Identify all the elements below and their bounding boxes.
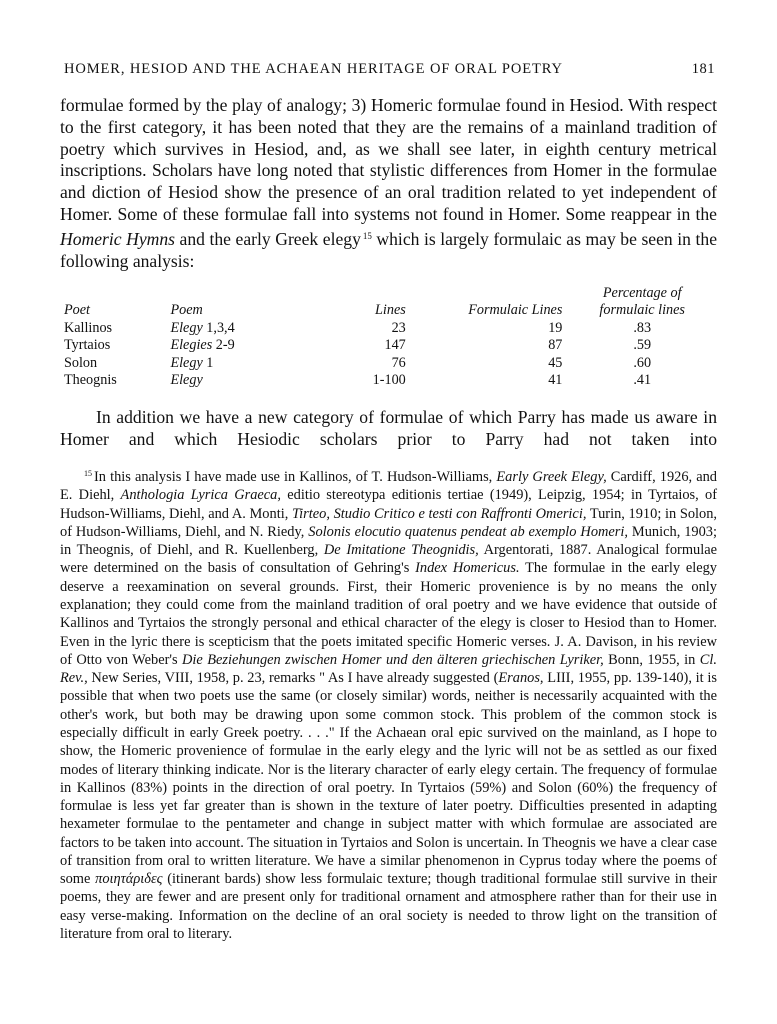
footnote-15: [60, 465, 717, 943]
poem-number: 2-9: [215, 337, 235, 354]
table-row: [58, 320, 716, 337]
header-percentage-bottom: formulaic lines: [599, 302, 685, 319]
footnote-number: 15: [84, 469, 92, 478]
cell-formulaic: 45: [548, 354, 563, 371]
cell-lines: 1-100: [372, 372, 406, 389]
cell-lines: 76: [391, 354, 406, 371]
header-lines: Lines: [375, 302, 406, 319]
para1-italic-homeric-hymns: Homeric Hymns: [60, 228, 175, 249]
fn-text: (itinerant bards) show less formulaic texture; though traditional formulae still survive in their poems, they are fewer and are present only for traditional ornament and atmosphere rather than for their use in easy verse-making. Information on the decline of an oral society is needed to throw light on the transition of literature from oral to literary.: [60, 871, 717, 943]
fn-text: Turin, 1910; in Solon, of Hudson-Williams, Diehl, and N. Riedy,: [60, 505, 718, 540]
poem-name: Elegy: [170, 372, 203, 389]
cell-percentage: .41: [633, 372, 652, 389]
poem-number: 1: [206, 354, 214, 371]
fn-text: In this analysis I have made use in Kallinos, of T. Hudson-Williams,: [94, 469, 497, 485]
fn-italic: Eranos,: [498, 670, 544, 687]
header-poem: Poem: [170, 302, 203, 319]
fn-text: New Series, VIII, 1958, p. 23, remarks " As I have already suggested (: [87, 670, 499, 687]
body-paragraph-2: In addition we have a new category of formulae of which Parry has made us aware in Homer and which Hesiodic scholars prior to Parry had not taken into: [60, 407, 717, 449]
cell-poem: [170, 372, 298, 389]
cell-percentage: .60: [633, 354, 652, 371]
fn-text: Cardiff, 1926, and E. Diehl,: [60, 469, 717, 504]
table-row: [58, 355, 716, 372]
poem-number: 1,3,4: [206, 319, 235, 336]
fn-text: Munich, 1903; in Theognis, of Diehl, and R. Kuellenberg,: [60, 523, 718, 559]
fn-text: editio stereotypa editionis tertiae (1949), Leipzig, 1954; in Tyrtaios, of Hudson-Williams, Diehl, and A. Monti,: [60, 487, 717, 522]
table-header-row-top: [58, 285, 716, 302]
cell-poem: [170, 320, 298, 337]
fn-text: The formulae in the early elegy deserve a reexamination on several grounds. First, their Homeric provenience is by no means the only explanation; they could come from the mainland tradition of oral poetry and we have evidence that outside of Kallinos and Tyrtaios the strongly personal and ethical character of the elegy is closer to Hesiod than to Homer. Even in the lyric there is scepticism that the poets imitated specific Homeric verses. J. A. Davison, in his review of Otto von Weber's: [60, 560, 717, 668]
fn-text: Bonn, 1955, in: [603, 651, 700, 668]
cell-lines: 23: [391, 319, 406, 336]
header-poet: Poet: [64, 302, 90, 319]
cell-poet: Tyrtaios: [64, 337, 111, 354]
header-percentage-top: Percentage of: [602, 285, 682, 301]
running-header: [60, 61, 715, 83]
formulae-table: [58, 285, 716, 389]
fn-italic-greek: ποιητάριδες: [95, 871, 163, 888]
table-header-row: [58, 302, 716, 319]
fn-italic: Solonis elocutio quatenus pendeat ab exemplo Homeri,: [308, 523, 628, 540]
fn-italic: Cl. Rev.,: [60, 651, 717, 687]
body-paragraph-1: [60, 95, 717, 272]
fn-italic: Die Beziehungen zwischen Homer und den älteren griechischen Lyriker,: [182, 651, 604, 668]
fn-italic: Early Greek Elegy,: [496, 469, 607, 485]
cell-poem: [170, 337, 298, 354]
fn-text: LIII, 1955, pp. 139-140), it is possible that when two poets use the same (or closely similar) words, neither is necessarily acquainted with the other's work, but both may be drawing upon some common stock. This problem of the common stock is especially difficult in early Greek poetry. . . ." If the Achaean oral epic survived on the mainland, as I hope to show, the Homeric provenience of formulae in the early elegy and the lyric will not be as settled as our fixed modes of literary thinking indicate. Nor is the literary character of early elegy certain. The frequency of formulae in Kallinos (83%) points in the direction of oral poetry. In Tyrtaios (59%) and Solon (60%) the frequency of formulae is less yet far greater than is shown in the texture of later poetry. Difficulties presented in adapting hexameter formulae to the pentameter and change in subject matter with which formulae are associated are factors to be taken into account. The situation in Tyrtaios and Solon is uncertain. In Theognis we have a clear case of transition from oral to written literature. We have a similar phenomenon in Cyprus today where the poems of some: [60, 670, 717, 888]
fn-italic: Index Homericus.: [415, 560, 520, 577]
fn-italic: De Imitatione Theognidis,: [323, 542, 479, 559]
poem-name: Elegies: [170, 337, 213, 354]
fn-text: Argentorati, 1887. Analogical formulae were determined on the basis of consultation of Gehring's: [60, 542, 718, 577]
running-title: HOMER, HESIOD AND THE ACHAEAN HERITAGE OF ORAL POETRY: [64, 61, 563, 77]
header-formulaic-lines: Formulaic Lines: [468, 302, 563, 319]
cell-formulaic: 87: [548, 337, 563, 354]
cell-poet: Kallinos: [64, 319, 113, 336]
cell-percentage: .59: [633, 337, 652, 354]
fn-italic: Tirteo, Studio Critico e testi con Raffronti Omerici,: [291, 505, 587, 522]
page-number: 181: [691, 61, 715, 77]
para1-text-2: and the early Greek elegy: [174, 228, 361, 249]
cell-poem: [170, 355, 298, 372]
poem-name: Elegy: [170, 319, 203, 336]
cell-lines: 147: [384, 337, 406, 354]
cell-poet: Theognis: [64, 372, 117, 389]
table-row: [58, 372, 716, 389]
cell-formulaic: 41: [548, 372, 563, 389]
para1-text-3: which is largely formulaic as may be seen in the following analysis:: [60, 228, 717, 271]
table-row: [58, 337, 716, 354]
footnote-reference: 15: [362, 230, 372, 241]
fn-italic: Anthologia Lyrica Graeca,: [120, 487, 281, 504]
poem-name: Elegy: [170, 354, 203, 371]
cell-formulaic: 19: [548, 319, 563, 336]
cell-poet: Solon: [64, 354, 98, 371]
para1-text-1: formulae formed by the play of analogy; 3) Homeric formulae found in Hesiod. With respect to the first category, it has been noted that they are the remains of a mainland tradition of poetry which survives in Hesiod, and, as we shall see later, in eighth century metrical inscriptions. Scholars have long noted that stylistic differences from Homer in the formulae and diction of Hesiod show the presence of an oral tradition related to yet independent of Homer. Some of these formulae fall into systems not found in Homer. Some reappear in the: [60, 95, 717, 224]
cell-percentage: .83: [633, 319, 652, 336]
